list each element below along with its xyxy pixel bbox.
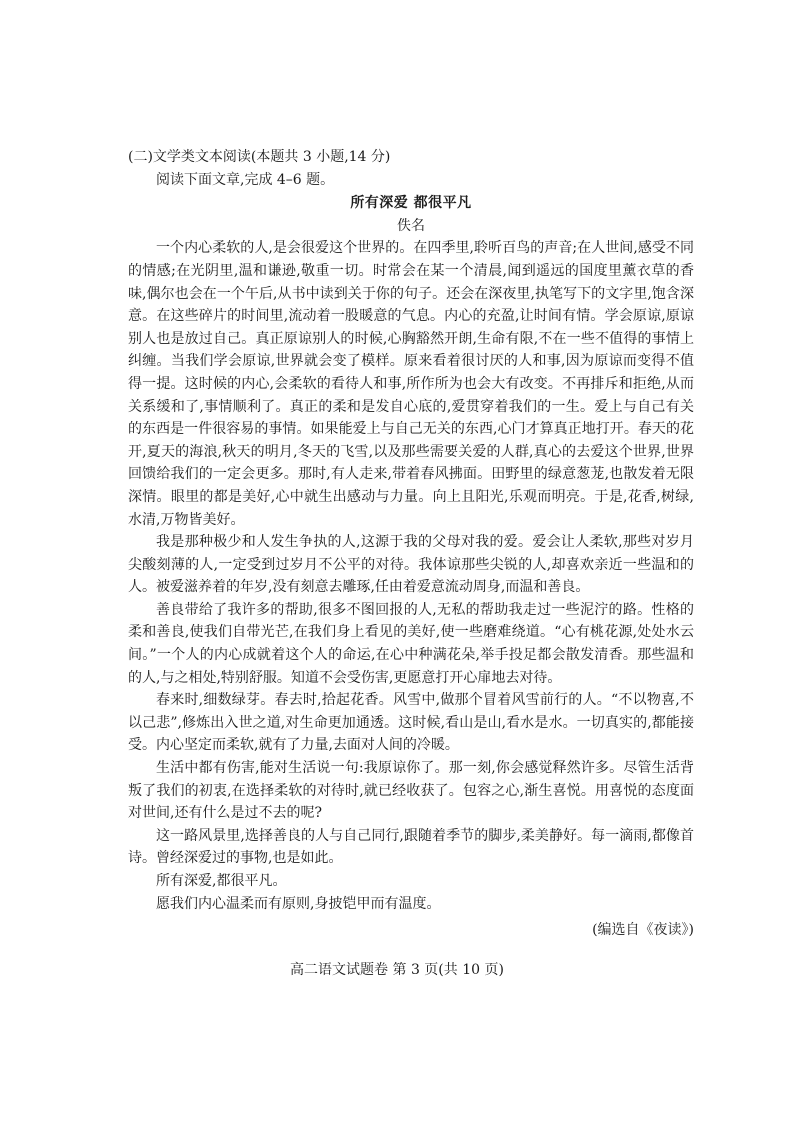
article-author: 佚名 [397,217,425,234]
article-paragraph: 生活中都有伤害,能对生活说一句:我原谅你了。那一刻,你会感觉释然许多。尽管生活背叛了我们的初衷,在选择柔软的对待时,就已经收获了。包容之心,渐生喜悦。用喜悦的态度面对世间,还有什么是过不去的呢? [128,760,694,822]
page-footer: 高二语文试题卷 第 3 页(共 10 页) [290,962,504,978]
article-paragraph: 春来时,细数绿芽。春去时,拾起花香。风雪中,做那个冒着风雪前行的人。“不以物喜,不以己悲”,修炼出入世之道,对生命更加通透。这时候,看山是山,看水是水。一切真实的,都能接受。内心坚定而柔软,就有了力量,去面对人间的冷暖。 [128,692,694,754]
article-paragraph: 我是那种极少和人发生争执的人,这源于我的父母对我的爱。爱会让人柔软,那些对岁月尖酸刻薄的人,一定受到过岁月不公平的对待。我体谅那些尖锐的人,却喜欢亲近一些温和的人。被爱滋养着的年岁,没有刻意去雕琢,任由着爱意流动周身,而温和善良。 [128,534,694,596]
article-paragraph: 这一路风景里,选择善良的人与自己同行,跟随着季节的脚步,柔美静好。每一滴雨,都像首诗。曾经深爱过的事物,也是如此。 [128,827,694,867]
section-heading: (二)文学类文本阅读(本题共 3 小题,14 分) [128,149,391,165]
article-paragraph: 愿我们内心温柔而有原则,身披铠甲而有温度。 [156,895,441,912]
instruction: 阅读下面文章,完成 4–6 题。 [156,171,335,188]
article-source: (编选自《夜读》) [592,922,694,939]
article-paragraph: 所有深爱,都很平凡。 [156,873,287,889]
article-paragraph: 善良带给了我许多的帮助,很多不图回报的人,无私的帮助我走过一些泥泞的路。性格的柔和善良,使我们自带光芒,在我们身上看见的美好,使一些磨难绕道。“心有桃花源,处处水云间。”一个人的内心成就着这个人的命运,在心中种满花朵,举手投足都会散发清香。那些温和的人,与之相处,特别舒服。知道不会受伤害,更愿意打开心扉地去对待。 [128,601,694,686]
article-title: 所有深爱 都很平凡 [350,195,472,212]
reading-section [128,146,694,942]
article-paragraph: 一个内心柔软的人,是会很爱这个世界的。在四季里,聆听百鸟的声音;在人世间,感受不同的情感;在光阴里,温和谦逊,敬重一切。时常会在某一个清晨,闻到遥远的国度里薰衣草的香味,偶尔也会在一个午后,从书中读到关于你的句子。还会在深夜里,执笔写下的文字里,饱含深意。在这些碎片的时间里,流动着一股暖意的气息。内心的充盈,让时间有情。学会原谅,原谅别人也是放过自己。真正原谅别人的时候,心胸豁然开朗,生命有限,不在一些不值得的事情上纠缠。当我们学会原谅,世界就会变了模样。原来看着很讨厌的人和事,因为原谅而变得不值得一提。这时候的内心,会柔软的看待人和事,所作所为也会大有改变。不再排斥和拒绝,从而关系缓和了,事情顺利了。真正的柔和是发自心底的,爱贯穿着我们的一生。爱上与自己有关的东西是一件很容易的事情。如果能爱上与自己无关的东西,心门才算真正地打开。春天的花开,夏天的海浪,秋天的明月,冬天的飞雪,以及那些需要关爱的人群,真心的去爱这个世界,世界回馈给我们的一定会更多。那时,有人走来,带着春风拂面。田野里的绿意葱茏,也散发着无限深情。眼里的都是美好,心中就生出感动与力量。向上且阳光,乐观而明亮。于是,花香,树绿,水清,万物皆美好。 [128,240,694,528]
